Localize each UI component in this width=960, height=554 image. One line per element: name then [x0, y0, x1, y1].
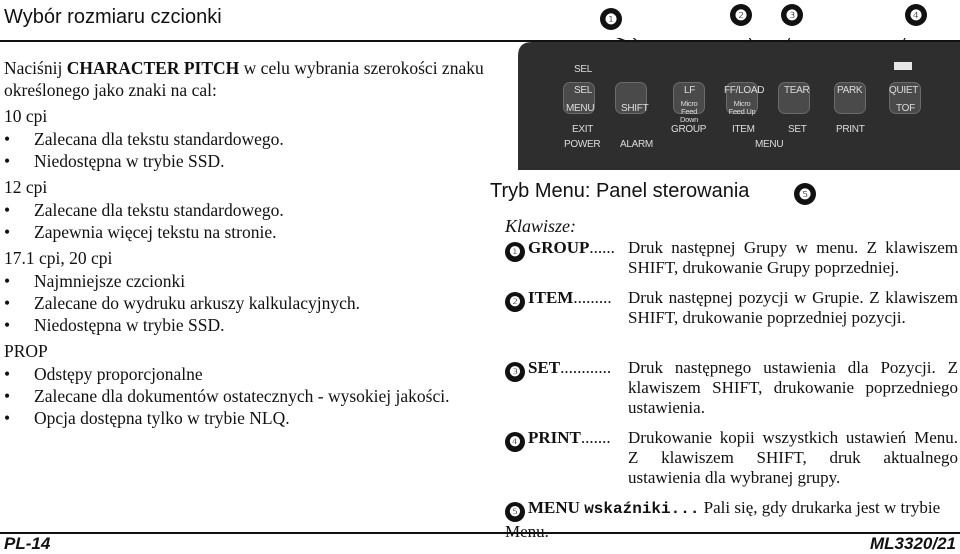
panel-label-sel-top: SEL	[574, 64, 593, 75]
marker-1-icon: ❶	[600, 8, 622, 30]
key-set	[505, 358, 957, 418]
key-description: Druk następnej Grupy w menu. Z klawiszem SHIFT, drukowanie Grupy poprzedniej.	[628, 238, 958, 277]
panel-label-tof: TOF	[896, 103, 915, 114]
list-item: • Zalecane dla dokumentów ostatecznych - wysokiej jakości.	[4, 385, 484, 407]
control-panel	[518, 38, 960, 170]
key-group	[505, 238, 957, 278]
pitch-description	[4, 57, 484, 429]
panel-label-menu: MENU	[566, 103, 595, 114]
number-1-icon: ❶	[505, 242, 525, 262]
key-name: ITEM	[528, 288, 574, 307]
list-item: • Niedostępna w trybie SSD.	[4, 150, 484, 172]
marker-3-icon: ❸	[781, 4, 803, 26]
marker-5-icon: ❺	[794, 183, 816, 205]
list-item: • Zalecane do wydruku arkuszy kalkulacyjnych.	[4, 292, 484, 314]
list-item: • Odstępy proporcjonalne	[4, 363, 484, 385]
list-item: • Niedostępna w trybie SSD.	[4, 314, 484, 336]
panel-label-exit: EXIT	[572, 124, 594, 135]
number-3-icon: ❸	[505, 362, 525, 382]
list-item: • Zalecane dla tekstu standardowego.	[4, 199, 484, 221]
section-title: 10 cpi	[4, 106, 48, 126]
quiet-led-icon	[894, 62, 912, 70]
intro-paragraph	[4, 57, 484, 101]
key-description: Druk następnego ustawienia dla Pozycji. Z klawiszem SHIFT, drukowanie poprzedniego ustawienia.	[628, 358, 958, 417]
panel-label-lf: LF	[684, 85, 696, 96]
key-item	[505, 288, 957, 348]
panel-label-power: POWER	[564, 139, 601, 150]
page-number: PL-14	[4, 534, 51, 553]
panel-label-set: SET	[788, 124, 807, 135]
section-title: 17.1 cpi, 20 cpi	[4, 248, 113, 268]
indicator-mono: wskaźniki...	[584, 500, 700, 518]
key-description: Drukowanie kopii wszystkich ustawień Menu. Z klawiszem SHIFT, druk aktualnego ustawienia dla wybranej grupy.	[628, 428, 958, 487]
intro-pre: Naciśnij	[4, 58, 67, 78]
panel-label-micro-down: Micro Feed Down	[680, 99, 698, 124]
key-dots: ......	[589, 238, 615, 257]
list-item: • Najmniejsze czcionki	[4, 270, 484, 292]
key-name: SET	[528, 358, 561, 377]
indicator-description: Pali się, gdy drukarka jest w trybie	[703, 498, 941, 517]
panel-label-ff-load: FF/LOAD	[724, 85, 765, 96]
number-5-icon: ❺	[505, 502, 525, 522]
panel-label-menu-led: MENU	[755, 139, 784, 150]
key-description: Druk następnej pozycji w Grupie. Z klawiszem SHIFT, drukowanie poprzedniej pozycji.	[628, 288, 958, 327]
panel-label-print: PRINT	[836, 124, 865, 135]
keys-title: Klawisze:	[505, 216, 577, 236]
key-print	[505, 428, 957, 488]
panel-label-item: ITEM	[732, 124, 755, 135]
key-dots: .......	[580, 428, 611, 447]
number-4-icon: ❹	[505, 432, 525, 452]
panel-label-sel: SEL	[574, 85, 593, 96]
intro-post: w celu wybrania szerokości znaku określonego jako znaki na cal:	[4, 58, 484, 100]
list-item: • Zapewnia więcej tekstu na stronie.	[4, 221, 484, 243]
key-dots: ............	[560, 358, 612, 377]
panel-label-quiet: QUIET	[889, 85, 919, 96]
panel-label-park: PARK	[837, 85, 863, 96]
key-dots: .........	[573, 288, 612, 307]
section-prop	[4, 340, 484, 429]
list-item: • Opcja dostępna tylko w trybie NLQ.	[4, 407, 484, 429]
marker-2-icon: ❷	[730, 4, 752, 26]
number-2-icon: ❷	[505, 292, 525, 312]
panel-label-group: GROUP	[671, 124, 707, 135]
section-title: 12 cpi	[4, 177, 48, 197]
page-title: Wybór rozmiaru czcionki	[4, 6, 222, 28]
footer-rule	[0, 532, 960, 534]
model-name: ML3320/21	[870, 534, 956, 553]
key-name: PRINT	[528, 428, 581, 447]
section-12cpi	[4, 176, 484, 243]
keys-description	[505, 216, 957, 548]
section-10cpi	[4, 105, 484, 172]
key-name: GROUP	[528, 238, 590, 257]
panel-label-tear: TEAR	[784, 85, 810, 96]
section-17cpi	[4, 247, 484, 336]
menu-heading: Tryb Menu: Panel sterowania	[490, 180, 750, 202]
panel-label-alarm: ALARM	[620, 139, 653, 150]
marker-4-icon: ❹	[905, 4, 927, 26]
panel-label-shift: SHIFT	[621, 103, 649, 114]
panel-label-micro-up: Micro Feed Up	[728, 99, 756, 116]
section-title: PROP	[4, 341, 48, 361]
list-item: • Zalecana dla tekstu standardowego.	[4, 128, 484, 150]
key-name: MENU	[528, 498, 580, 517]
character-pitch-key: CHARACTER PITCH	[66, 58, 240, 78]
